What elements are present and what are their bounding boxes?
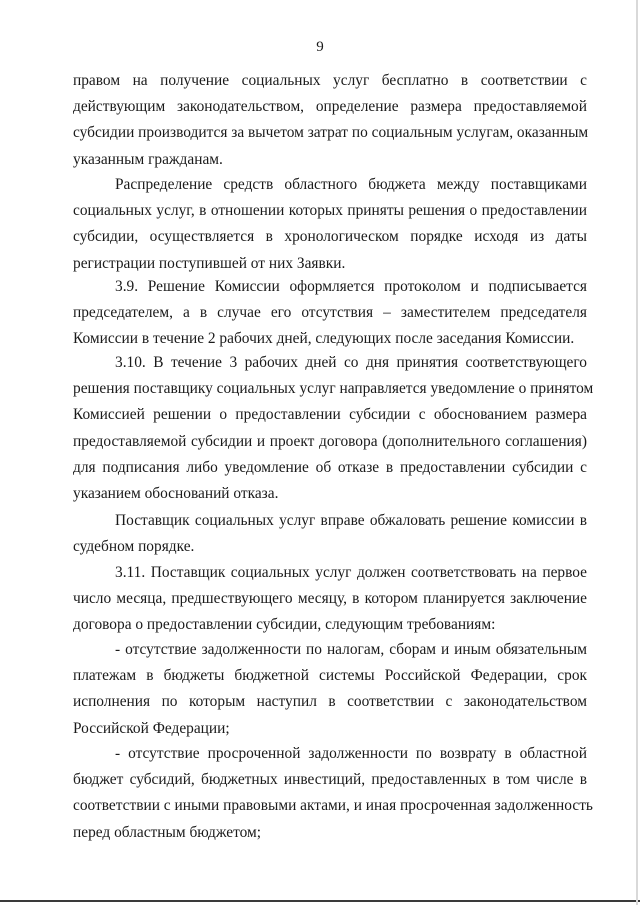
text-line: соответствии с иными правовыми актами, и иная просроченная задолженность [73, 797, 593, 815]
text-line: указанием обоснований отказа. [73, 485, 279, 503]
scan-right-edge [636, 0, 638, 905]
paragraph-budget-distribution [73, 172, 587, 277]
text-line: правом на получение социальных услуг бесплатно в соответствии с [73, 72, 587, 89]
paragraph-continuation [73, 68, 587, 173]
text-line: решения поставщику социальных услуг направляется уведомление о принятом [73, 380, 594, 398]
text-line: бюджет субсидий, бюджетных инвестиций, предоставленных в том числе в [73, 771, 587, 789]
text-line: регистрации поступившей от них Заявки. [73, 254, 346, 272]
text-line: социальных услуг, в отношении которых приняты решения о предоставлении [73, 202, 587, 220]
clause-3-11 [73, 560, 587, 639]
text-line: Поставщик социальных услуг вправе обжаловать решение комиссии в [115, 512, 587, 529]
paragraph-appeal [73, 508, 587, 560]
text-line: Комиссией решении о предоставлении субсидии с обоснованием размера [73, 406, 587, 424]
page-number: 9 [316, 39, 324, 55]
text-line: предоставляемой субсидии и проект договора (дополнительного соглашения) [73, 432, 587, 450]
text-line: перед областным бюджетом; [73, 823, 262, 841]
text-line: 3.10. В течение 3 рабочих дней со дня принятия соответствующего [115, 354, 587, 371]
text-line: Российской Федерации; [73, 719, 230, 737]
text-line: субсидии производится за вычетом затрат по социальным услугам, оказанным [73, 124, 589, 142]
requirement-no-overdue-debt [73, 741, 593, 846]
text-line: субсидии, осуществляется в хронологическом порядке исходя из даты [73, 228, 587, 246]
text-line: Распределение средств областного бюджета между поставщиками [115, 176, 587, 193]
text-line: указанным гражданам. [73, 150, 223, 168]
text-line: для подписания либо уведомление об отказе в предоставлении субсидии с [73, 458, 587, 476]
clause-3-10 [73, 350, 594, 507]
requirement-no-tax-debt [73, 637, 587, 742]
text-line: платежам в бюджеты бюджетной системы Российской Федерации, срок [73, 667, 587, 685]
text-line: исполнения по которым наступил в соответствии с законодательством [73, 693, 587, 711]
text-line: Комиссии в течение 2 рабочих дней, следующих после заседания Комиссии. [73, 330, 575, 348]
scan-bottom-edge [0, 900, 640, 902]
text-line: - отсутствие просроченной задолженности по возврату в областной [115, 745, 587, 762]
text-line: 3.9. Решение Комиссии оформляется протоколом и подписывается [115, 278, 587, 295]
text-line: - отсутствие задолженности по налогам, сборам и иным обязательным [115, 641, 587, 658]
text-line: действующим законодательством, определение размера предоставляемой [73, 98, 587, 116]
text-line: договора о предоставлении субсидии, следующим требованиям: [73, 616, 496, 634]
clause-3-9 [73, 274, 587, 353]
text-line: число месяца, предшествующего месяцу, в котором планируется заключение [73, 590, 587, 608]
text-line: судебном порядке. [73, 538, 195, 556]
text-line: 3.11. Поставщик социальных услуг должен соответствовать на первое [115, 564, 587, 581]
text-line: председателем, а в случае его отсутствия – заместителем председателя [73, 304, 587, 322]
